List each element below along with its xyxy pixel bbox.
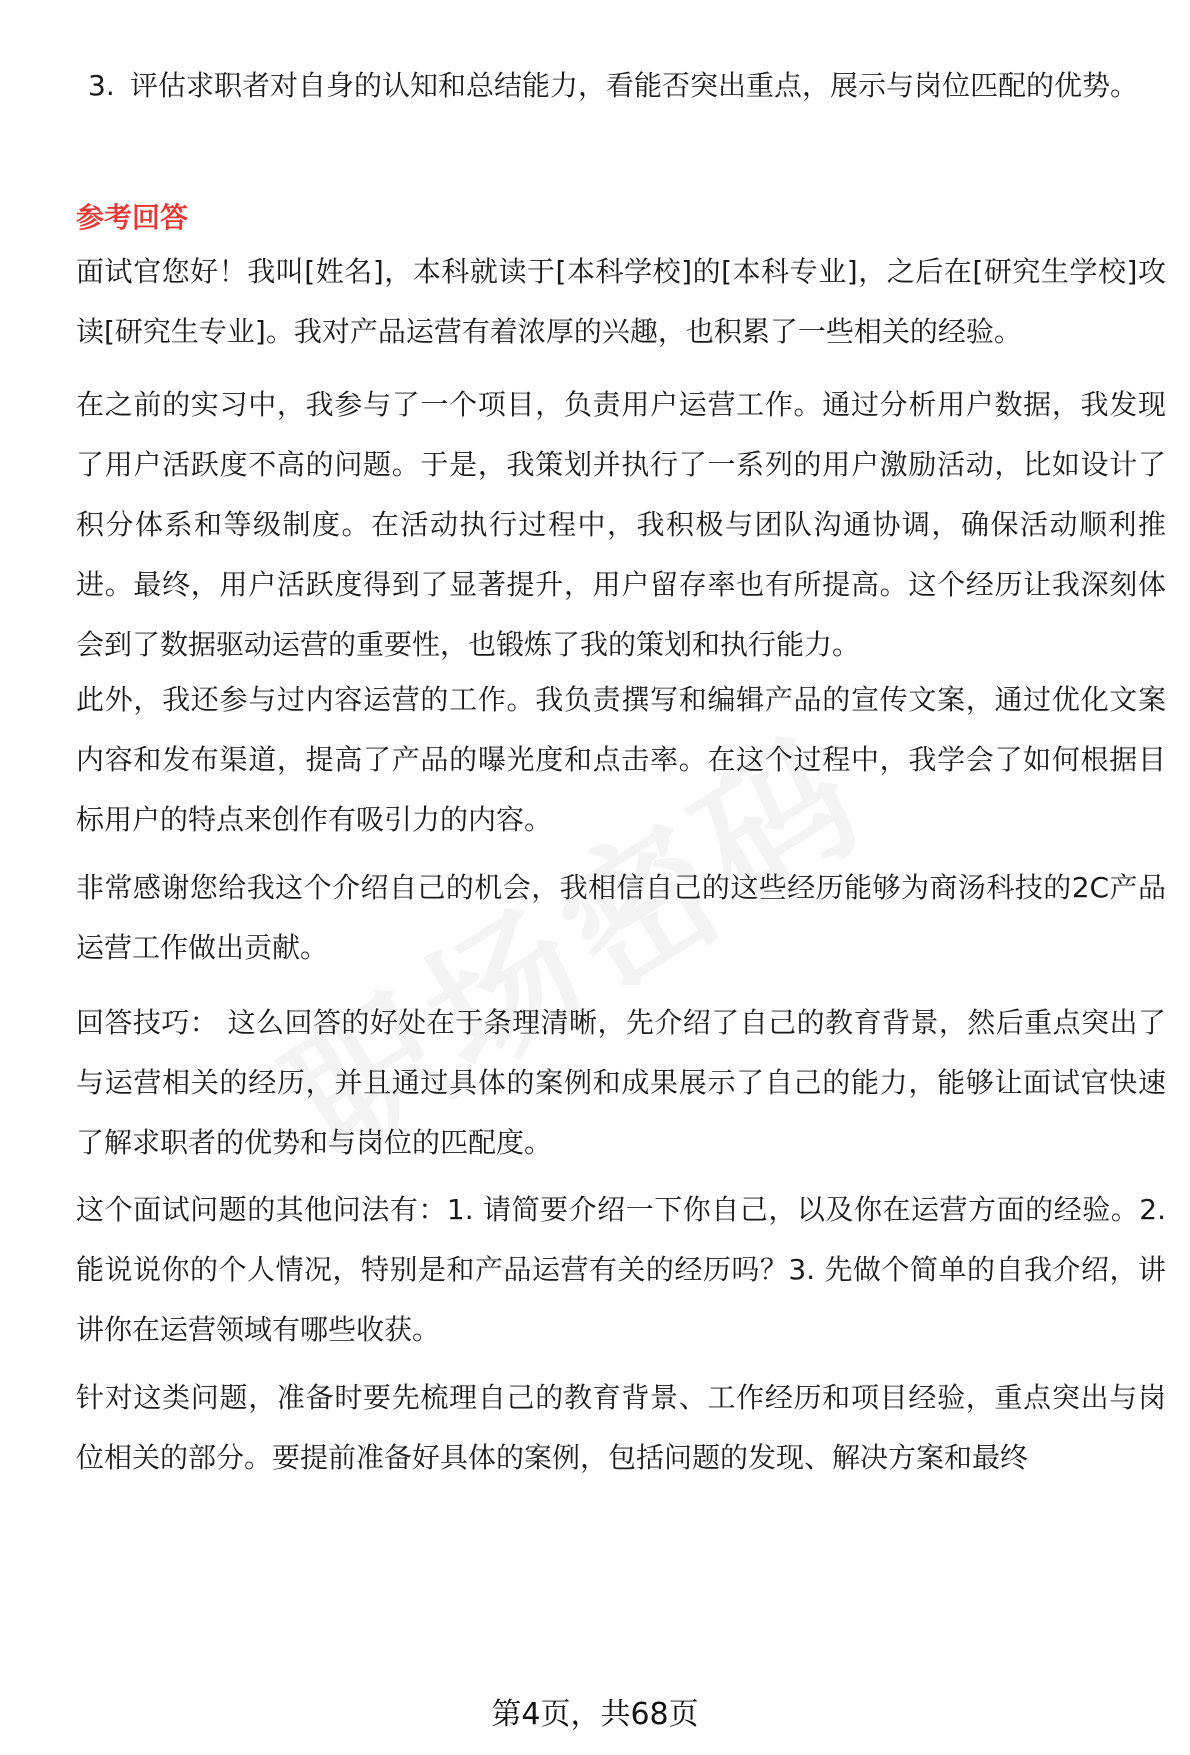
paragraph-internship: 在之前的实习中，我参与了一个项目，负责用户运营工作。通过分析用户数据，我发现了用户活跃度不高的问题。于是，我策划并执行了一系列的用户激励活动，比如设计了积分体系和等级制度。在活动执行过程中，我积极与团队沟通协调，确保活动顺利推进。最终，用户活跃度得到了显著提升，用户留存率也有所提高。这个经历让我深刻体会到了数据驱动运营的重要性，也锻炼了我的策划和执行能力。	[76, 388, 1166, 661]
list-text: 评估求职者对自身的认知和总结能力，看能否突出重点，展示与岗位匹配的优势。	[130, 69, 1139, 102]
paragraph-preparation: 针对这类问题，准备时要先梳理自己的教育背景、工作经历和项目经验，重点突出与岗位相关的部分。要提前准备好具体的案例，包括问题的发现、解决方案和最终	[76, 1381, 1166, 1474]
paragraph-tips: 回答技巧： 这么回答的好处在于条理清晰，先介绍了自己的教育背景，然后重点突出了与运营相关的经历，并且通过具体的案例和成果展示了自己的能力，能够让面试官快速了解求职者的优势和与岗位的匹配度。	[76, 1006, 1166, 1159]
list-number: 3.	[88, 69, 115, 102]
paragraph-intro: 面试官您好！我叫[姓名]，本科就读于[本科学校]的[本科专业]，之后在[研究生学校]攻读[研究生专业]。我对产品运营有着浓厚的兴趣，也积累了一些相关的经验。	[76, 255, 1166, 348]
paragraph-content-ops: 此外，我还参与过内容运营的工作。我负责撰写和编辑产品的宣传文案，通过优化文案内容和发布渠道，提高了产品的曝光度和点击率。在这个过程中，我学会了如何根据目标用户的特点来创作有吸引力的内容。	[76, 683, 1166, 836]
paragraph-alternatives: 这个面试问题的其他问法有：1. 请简要介绍一下你自己，以及你在运营方面的经验。2. 能说说你的个人情况，特别是和产品运营有关的经历吗？3. 先做个简单的自我介绍，讲讲你在运营领域有哪些收获。	[76, 1193, 1166, 1346]
page-number: 第4页，共68页	[491, 1697, 699, 1732]
paragraph-thanks: 非常感谢您给我这个介绍自己的机会，我相信自己的这些经历能够为商汤科技的2C产品运营工作做出贡献。	[76, 871, 1166, 964]
numbered-list-item	[88, 55, 1158, 116]
section-heading: 参考回答	[76, 201, 189, 234]
